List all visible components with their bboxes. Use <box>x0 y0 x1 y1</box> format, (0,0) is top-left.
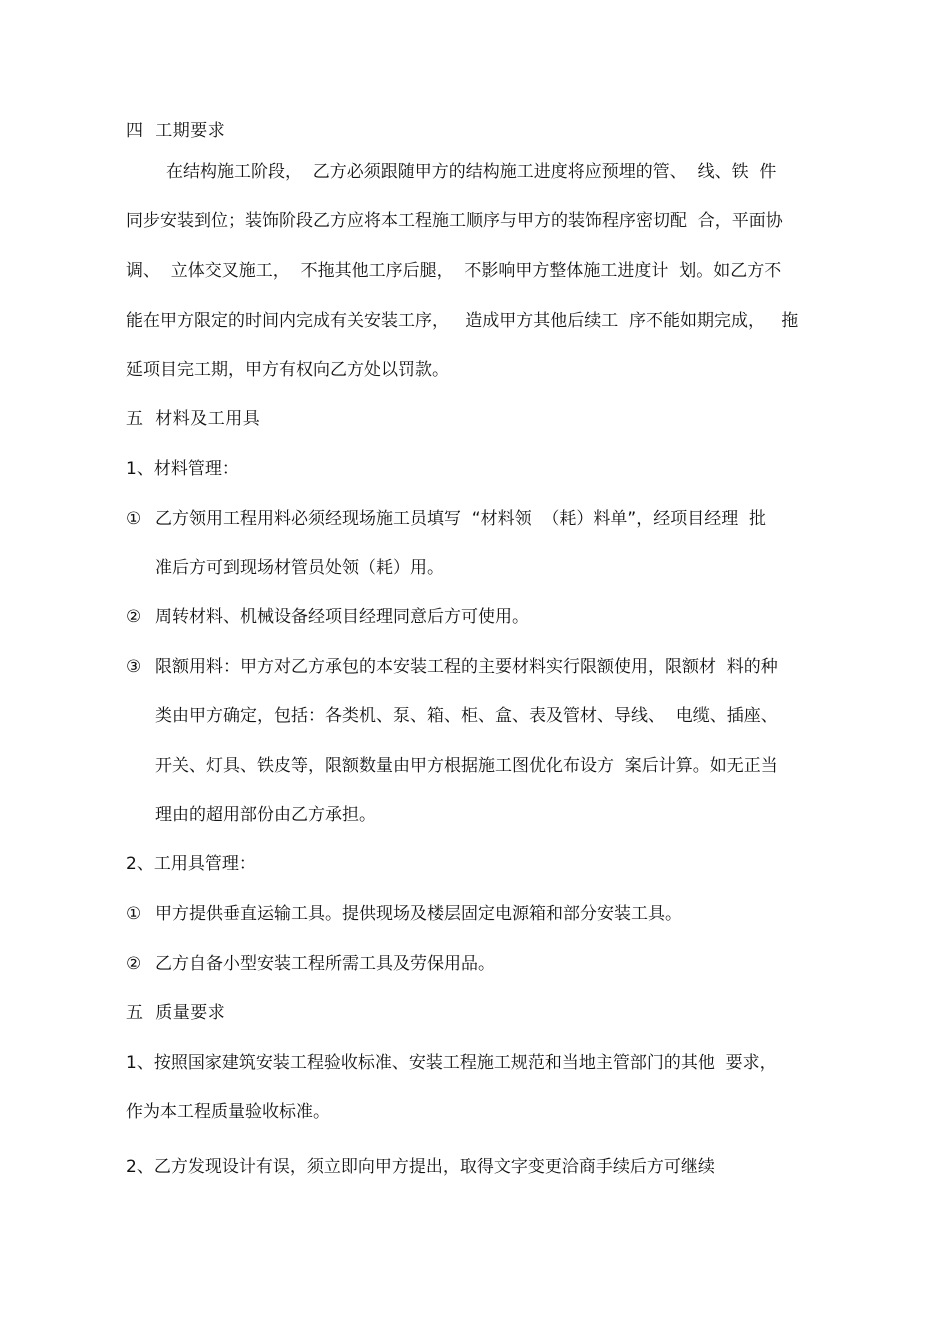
section-4-heading: 四 工期要求 <box>126 121 226 141</box>
paragraph-line: 2、乙方发现设计有误，须立即向甲方提出，取得文字变更洽商手续后方可继续 <box>126 1157 715 1177</box>
paragraph-line: 在结构施工阶段， 乙方必须跟随甲方的结构施工进度将应预埋的管、 线、铁 件 <box>166 162 777 182</box>
section-5-materials-heading: 五 材料及工用具 <box>126 409 261 429</box>
list-item-line: 周转材料、机械设备经项目经理同意后方可使用。 <box>155 607 529 627</box>
list-item-line: 甲方提供垂直运输工具。提供现场及楼层固定电源箱和部分安装工具。 <box>155 904 682 924</box>
list-item-line: 开关、灯具、铁皮等，限额数量由甲方根据施工图优化布设方 案后计算。如无正当 <box>155 756 778 776</box>
paragraph-line: 1、按照国家建筑安装工程验收标准、安装工程施工规范和当地主管部门的其他 要求， <box>126 1053 777 1073</box>
paragraph-line: 调、 立体交叉施工， 不拖其他工序后腿， 不影响甲方整体施工进度计 划。如乙方不 <box>126 261 782 281</box>
list-marker: ③ <box>126 657 142 677</box>
list-item-line: 类由甲方确定，包括：各类机、泵、箱、柜、盒、表及管材、导线、 电缆、插座、 <box>155 706 778 726</box>
paragraph-line: 能在甲方限定的时间内完成有关安装工序， 造成甲方其他后续工 序不能如期完成， 拖 <box>126 311 799 331</box>
list-item-line: 准后方可到现场材管员处领（耗）用。 <box>155 558 444 578</box>
list-marker: ① <box>126 904 142 924</box>
paragraph-line: 延项目完工期，甲方有权向乙方处以罚款。 <box>126 360 449 380</box>
subsection-title: 1、材料管理： <box>126 459 239 479</box>
paragraph-line: 同步安装到位；装饰阶段乙方应将本工程施工顺序与甲方的装饰程序密切配 合，平面协 <box>126 211 783 231</box>
list-item-line: 乙方领用工程用料必须经现场施工员填写 “材料领 （耗）料单”，经项目经理 批 <box>155 509 767 529</box>
list-marker: ② <box>126 954 142 974</box>
list-marker: ① <box>126 509 142 529</box>
list-marker: ② <box>126 607 142 627</box>
paragraph-line: 作为本工程质量验收标准。 <box>126 1102 330 1122</box>
section-5-quality-heading: 五 质量要求 <box>126 1003 226 1023</box>
list-item-line: 限额用料：甲方对乙方承包的本安装工程的主要材料实行限额使用，限额材 料的种 <box>155 657 778 677</box>
subsection-title: 2、工用具管理： <box>126 854 256 874</box>
list-item-line: 理由的超用部份由乙方承担。 <box>155 805 376 825</box>
list-item-line: 乙方自备小型安装工程所需工具及劳保用品。 <box>155 954 495 974</box>
